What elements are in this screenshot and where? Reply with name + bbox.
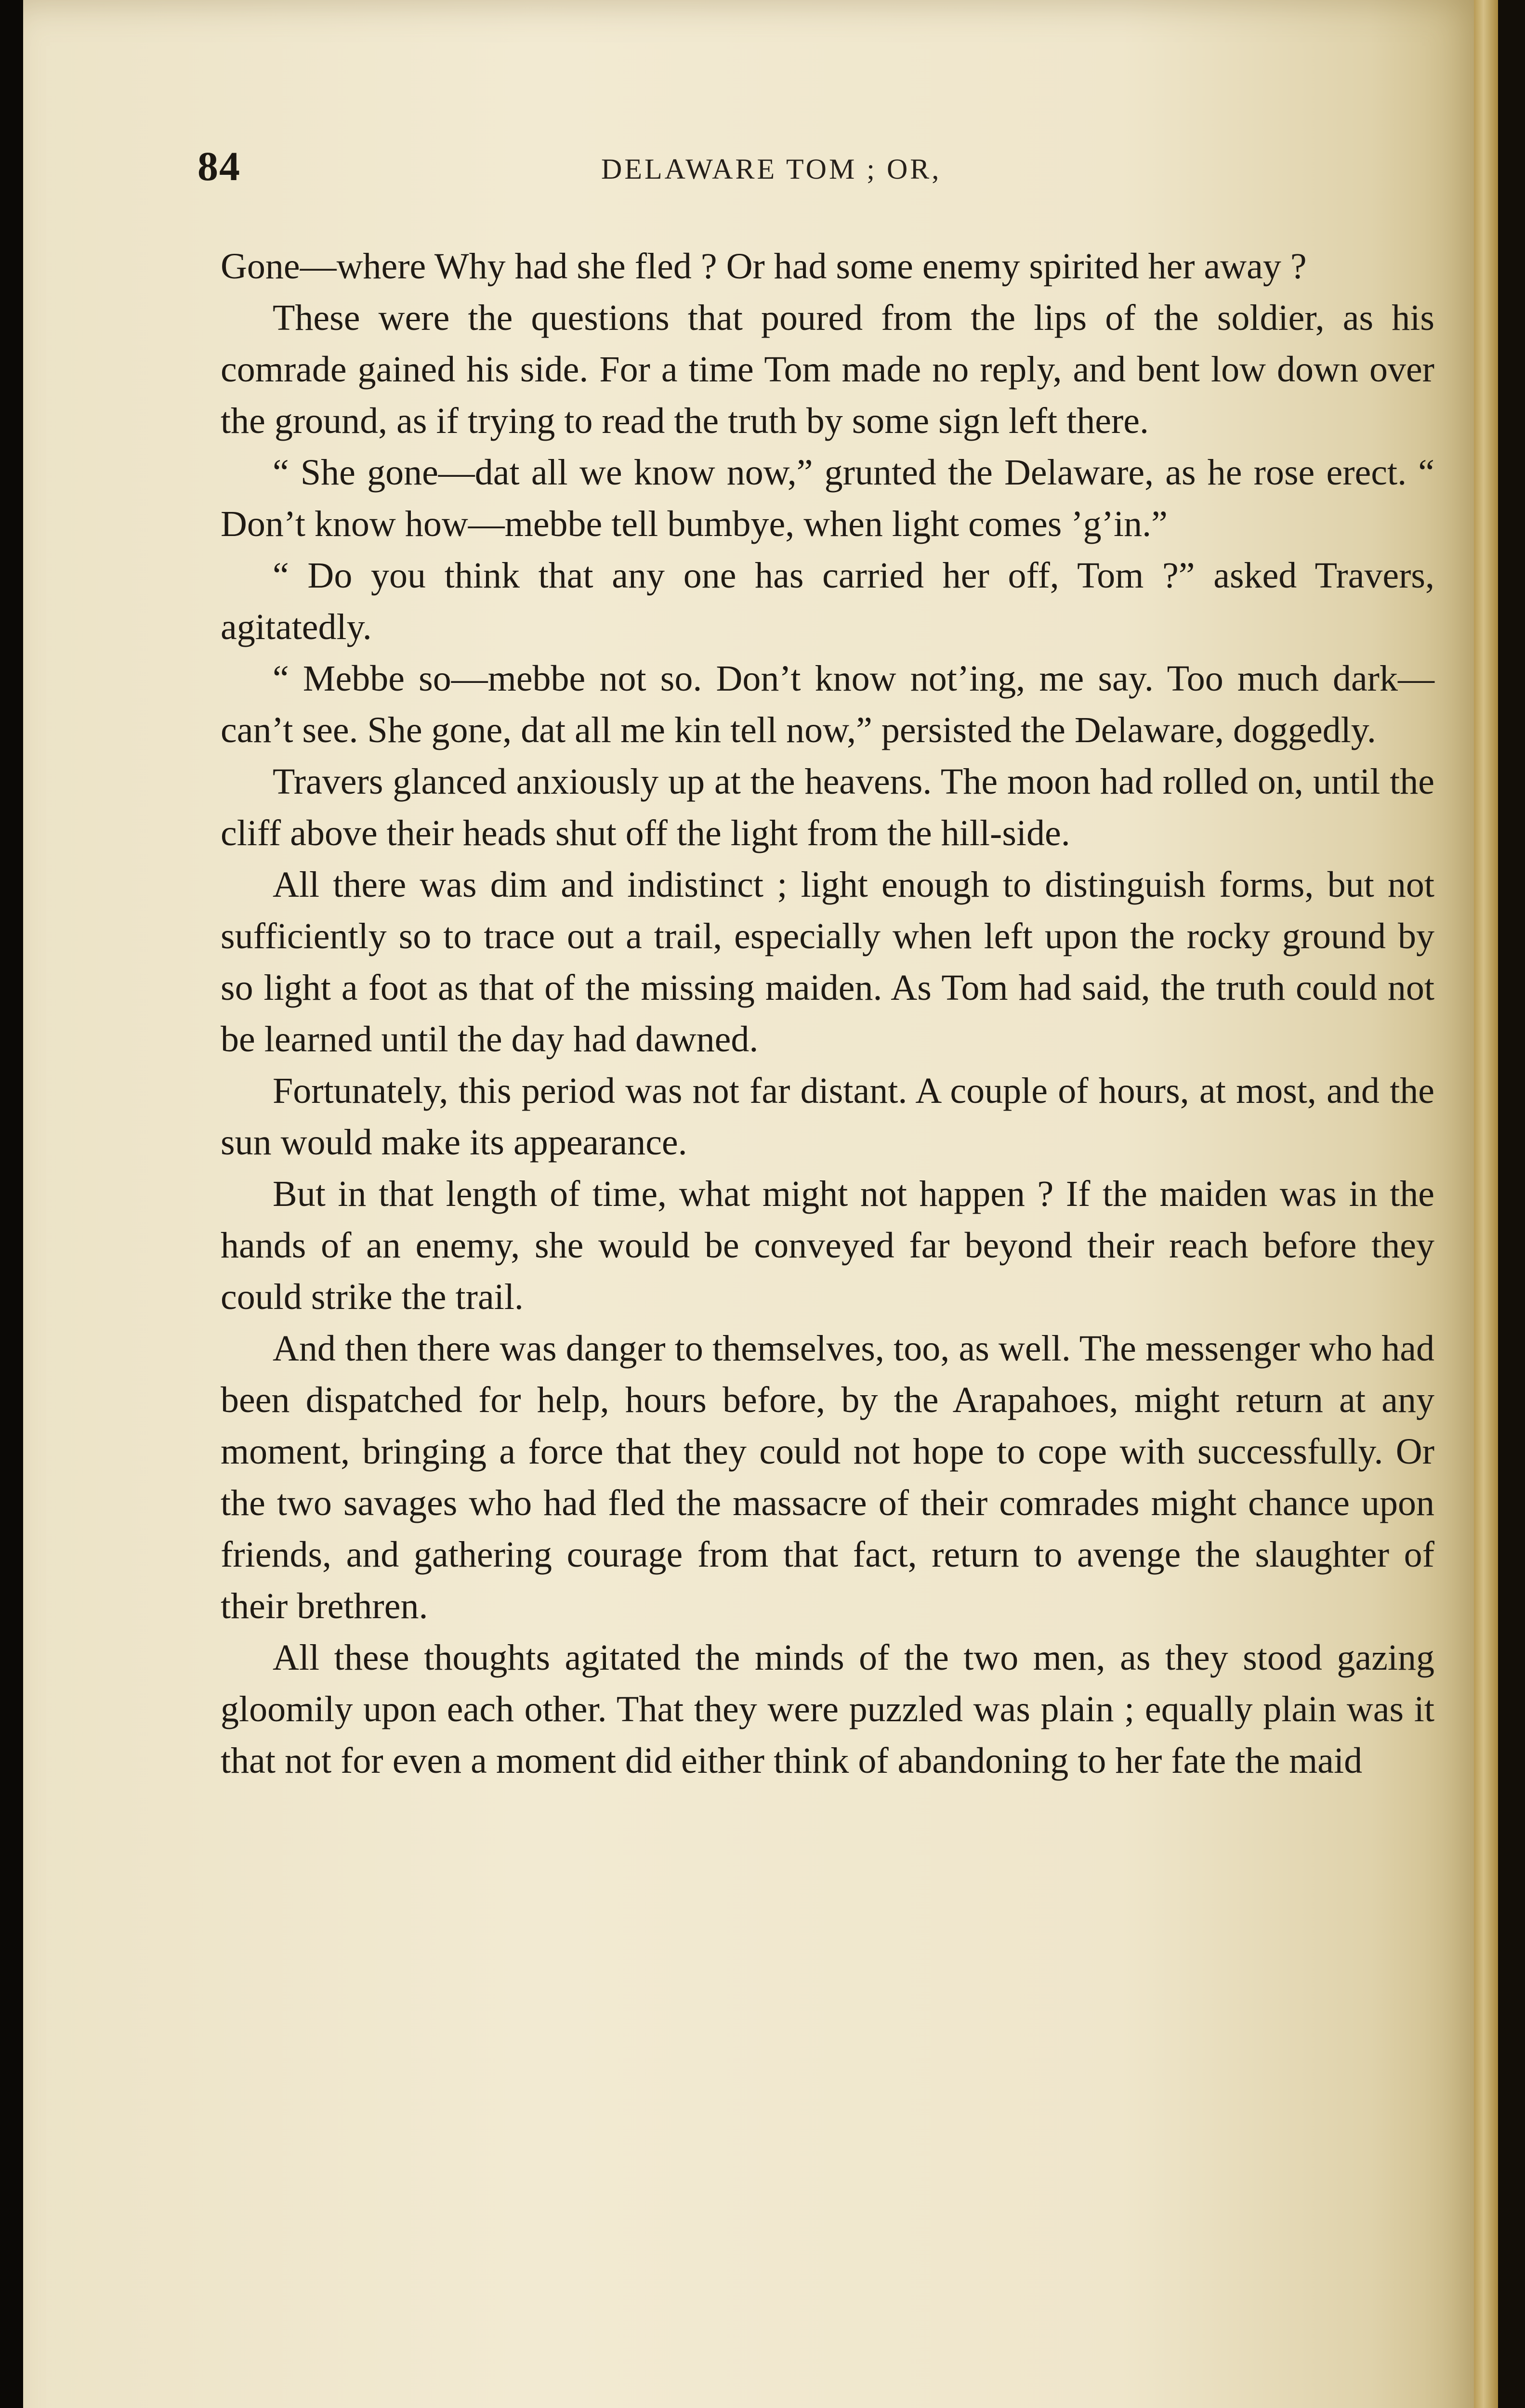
binding-shadow <box>1498 0 1525 2408</box>
paragraph: “ Mebbe so—mebbe not so. Don’t know not’ing, me say. Too much dark—can’t see. She gone, dat all me kin tell now,” persisted the Delaware, doggedly. <box>221 658 1434 750</box>
paragraph: Gone—where Why had she fled ? Or had some enemy spirited her away ? <box>221 246 1307 287</box>
page-number: 84 <box>197 143 241 189</box>
paragraph: “ She gone—dat all we know now,” grunted the Delaware, as he rose erect. “ Don’t know how—mebbe tell bumbye, when light comes ’g’in.” <box>221 452 1434 544</box>
paragraph: Travers glanced anxiously up at the heavens. The moon had rolled on, until the cliff above their heads shut off the light from the hill-side. <box>221 761 1434 853</box>
paragraph: And then there was danger to themselves, too, as well. The messenger who had been dispatched for help, hours before, by the Arapahoes, might return at any moment, bringing a force that they could not hope to cope with successfully. Or the two savages who had fled the massacre of their comrades might chance upon friends, and gathering courage from that fact, return to avenge the slaughter of their brethren. <box>221 1328 1434 1626</box>
body-text <box>221 241 1434 1787</box>
page-edge <box>1474 0 1498 2408</box>
paragraph: All these thoughts agitated the minds of the two men, as they stood gazing gloomily upon each other. That they were puzzled was plain ; equally plain was it that not for even a moment did either think of abandoning to her fate the maid <box>221 1637 1434 1781</box>
book-page <box>23 0 1487 2408</box>
paragraph: Fortunately, this period was not far distant. A couple of hours, at most, and the sun would make its appearance. <box>221 1071 1434 1163</box>
paragraph: These were the questions that poured from the lips of the soldier, as his comrade gained his side. For a time Tom made no reply, and bent low down over the ground, as if trying to read the truth by some sign left there. <box>221 298 1434 441</box>
paragraph: “ Do you think that any one has carried her off, Tom ?” asked Travers, agitatedly. <box>221 555 1434 647</box>
page-header <box>23 142 1487 200</box>
paragraph: All there was dim and indistinct ; light enough to distinguish forms, but not sufficiently so to trace out a trail, especially when left upon the rocky ground by so light a foot as that of the missing maiden. As Tom had said, the truth could not be learned until the day had dawned. <box>221 864 1434 1060</box>
running-head: DELAWARE TOM ; OR, <box>601 153 942 185</box>
paragraph: But in that length of time, what might not happen ? If the maiden was in the hands of an enemy, she would be conveyed far beyond their reach before they could strike the trail. <box>221 1174 1434 1317</box>
